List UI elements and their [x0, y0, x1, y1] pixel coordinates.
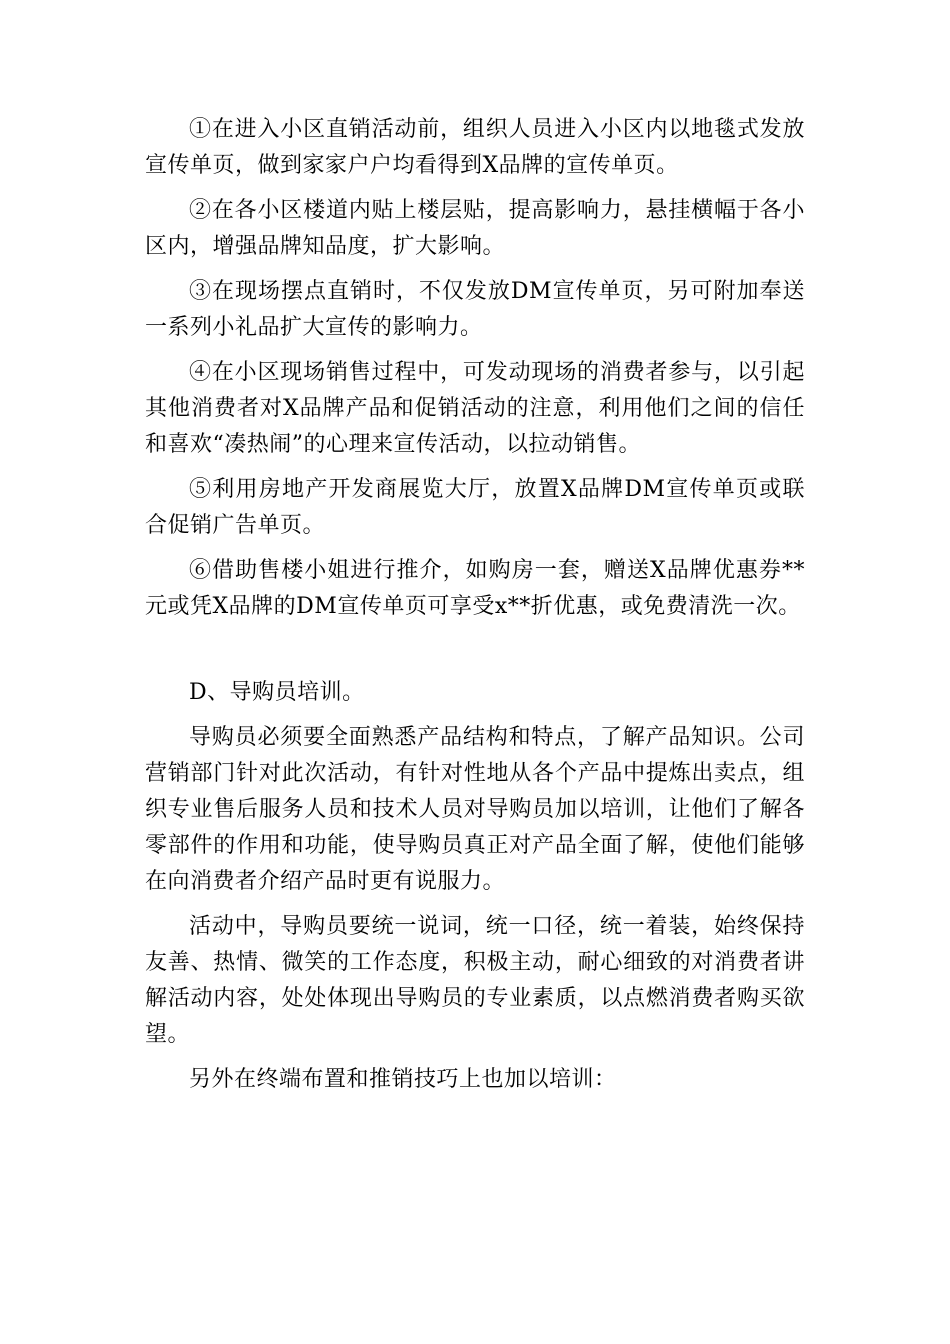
- document-body: [145, 112, 805, 1107]
- body-paragraph: 另外在终端布置和推销技巧上也加以培训：: [189, 1067, 617, 1092]
- list-item: ②在各小区楼道内贴上楼层贴，提高影响力，悬挂横幅于各小区内，增强品牌知品度，扩大影响。: [145, 198, 805, 259]
- list-item: ④在小区现场销售过程中，可发动现场的消费者参与，以引起其他消费者对X品牌产品和促销活动的注意，利用他们之间的信任和喜欢“凑热闹”的心理来宣传活动，以拉动销售。: [145, 360, 805, 457]
- list-item: ⑥借助售楼小姐进行推介，如购房一套，赠送X品牌优惠券**元或凭X品牌的DM宣传单页可享受x**折优惠，或免费清洗一次。: [145, 558, 805, 619]
- body-paragraph: 活动中，导购员要统一说词，统一口径，统一着装，始终保持友善、热情、微笑的工作态度，积极主动，耐心细致的对消费者讲解活动内容，处处体现出导购员的专业素质，以点燃消费者购买欲望。: [145, 914, 805, 1047]
- list-item: ①在进入小区直销活动前，组织人员进入小区内以地毯式发放宣传单页，做到家家户户均看得到X品牌的宣传单页。: [145, 117, 805, 178]
- body-paragraph: 导购员必须要全面熟悉产品结构和特点，了解产品知识。公司营销部门针对此次活动，有针对性地从各个产品中提炼出卖点，组织专业售后服务人员和技术人员对导购员加以培训，让他们了解各零部件的作用和功能，使导购员真正对产品全面了解，使他们能够在向消费者介绍产品时更有说服力。: [145, 725, 805, 894]
- list-item: ③在现场摆点直销时，不仅发放DM宣传单页，另可附加奉送一系列小礼品扩大宣传的影响力。: [145, 279, 805, 340]
- section-heading: D、导购员培训。: [189, 680, 365, 705]
- list-item: ⑤利用房地产开发商展览大厅，放置X品牌DM宣传单页或联合促销广告单页。: [145, 477, 805, 538]
